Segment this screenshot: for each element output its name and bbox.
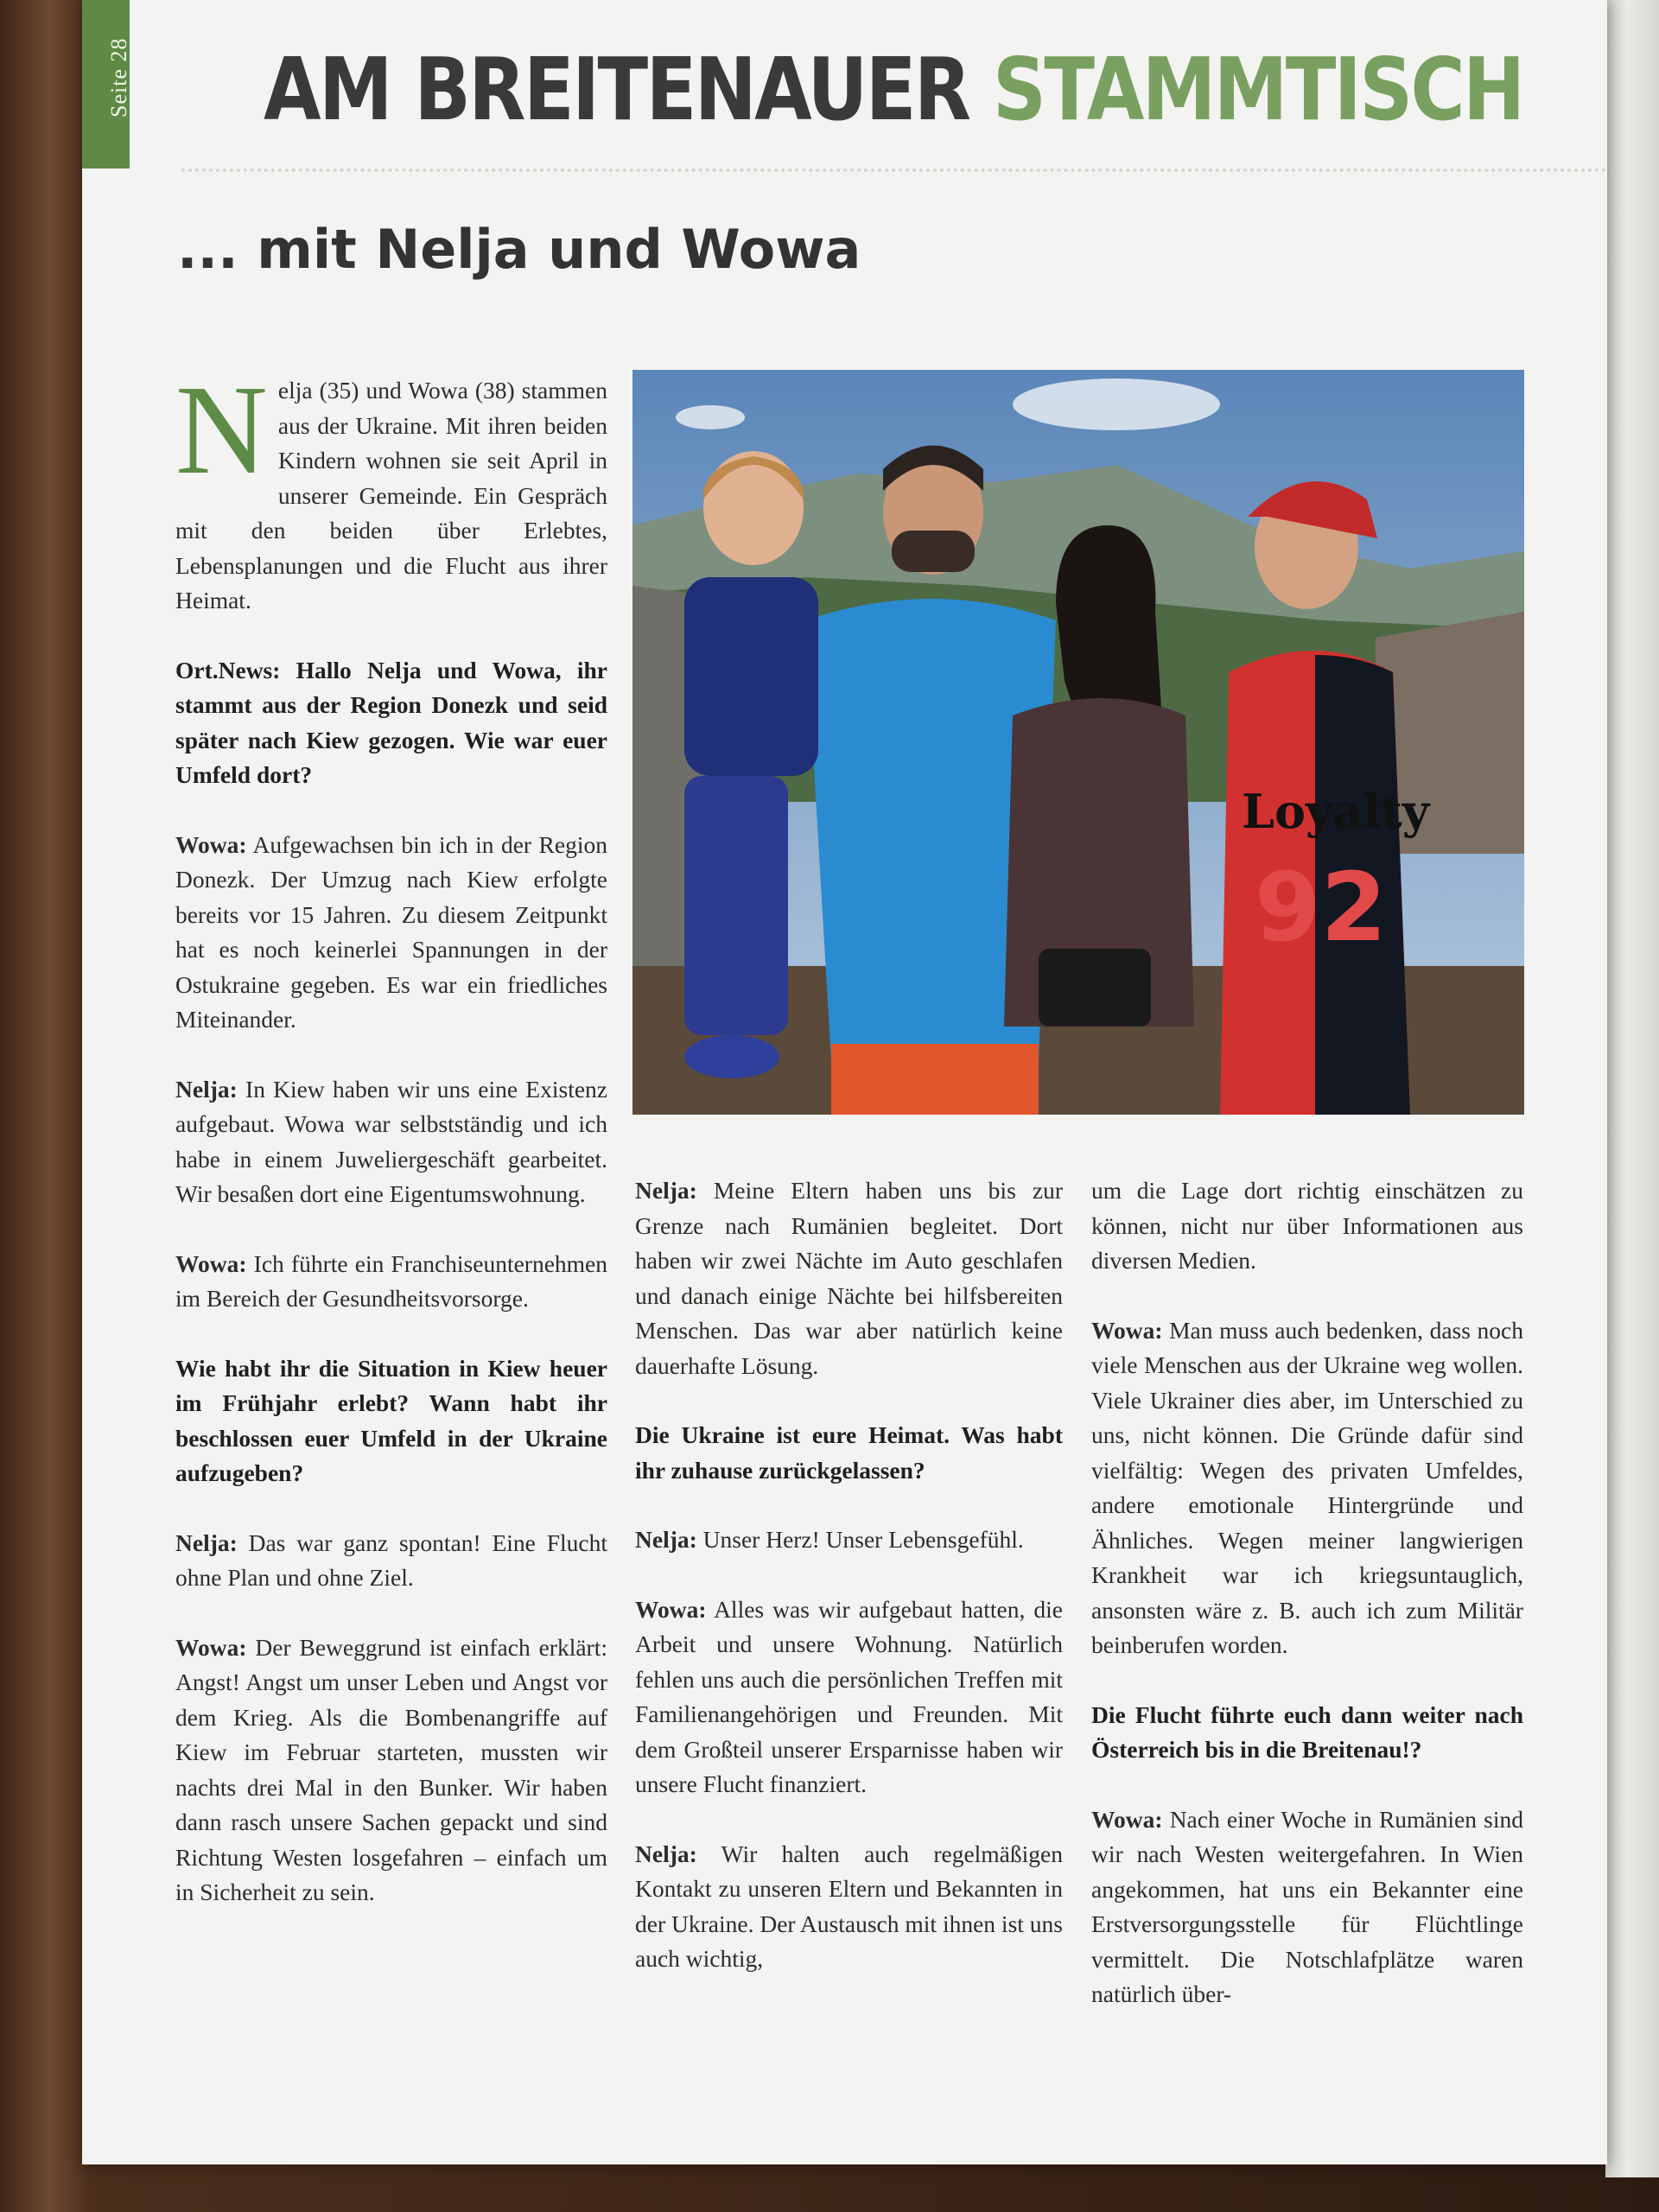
answer-text: In Kiew haben wir uns eine Existenz aufgebaut. Wowa war selbstständig und ich habe in einem Juweliergeschäft gearbeitet. Wir besaßen dort eine Eigentumswohnung. xyxy=(175,1075,607,1207)
speaker-label: Wowa: xyxy=(635,1595,707,1623)
speaker-label: Wowa: xyxy=(1091,1805,1163,1833)
section-title-part1: AM BREITENAUER xyxy=(264,39,969,140)
interview-answer xyxy=(175,1630,607,1910)
interview-question xyxy=(175,1351,607,1491)
speaker-label: Wowa: xyxy=(1091,1316,1163,1344)
speaker-label: Nelja: xyxy=(635,1177,697,1204)
answer-text: um die Lage dort richtig einschätzen zu können, nicht nur über Informationen aus diversen Medien. xyxy=(1091,1177,1523,1274)
interview-answer xyxy=(635,1173,1063,1383)
answer-text: Wir halten auch regelmäßigen Kontakt zu unseren Eltern und Bekannten in der Ukraine. Der Austausch mit ihnen ist uns auch wichtig, xyxy=(635,1840,1063,1972)
interview-answer xyxy=(175,1247,607,1317)
cloud xyxy=(1013,378,1220,430)
next-page-edge xyxy=(1605,0,1659,2177)
speaker-label: Nelja: xyxy=(635,1526,697,1553)
question-text: Ort.News: Hallo Nelja und Wowa, ihr stammt aus der Region Donezk und seid später nach Kiew gezogen. Wie war euer Umfeld dort? xyxy=(175,656,607,788)
article-subtitle: ... mit Nelja und Wowa xyxy=(177,218,861,281)
answer-text: Man muss auch bedenken, dass noch viele Menschen aus der Ukraine weg wollen. Viele Ukrainer dies aber, im Unterschied zu uns, nicht können. Die Gründe dafür sind vielfältig: Wegen des privaten Umfeldes, andere emotionale Hintergründe und Ähnliches. Wegen meiner langwierigen Krankheit war ich kriegsuntauglich, ansonsten wäre z. B. auch ich zum Militär beinberufen worden. xyxy=(1091,1316,1524,1658)
question-text: Wie habt ihr die Situation in Kiew heuer im Frühjahr erlebt? Wann habt ihr beschlossen euer Umfeld in der Ukraine aufzugeben? xyxy=(175,1354,607,1486)
interview-answer xyxy=(635,1592,1063,1802)
interview-answer xyxy=(175,828,607,1038)
shirt-text: Loyalty xyxy=(1242,784,1430,839)
answer-text: Unser Herz! Unser Lebensgefühl. xyxy=(702,1526,1024,1553)
answer-text: Ich führte ein Franchiseunternehmen im Bereich der Gesundheitsvorsorge. xyxy=(175,1249,608,1312)
header-divider xyxy=(181,168,1607,172)
column-2 xyxy=(635,1173,1063,2012)
child-legs xyxy=(684,776,788,1035)
family-photo xyxy=(632,370,1524,1115)
answer-text: Nach einer Woche in Rumänien sind wir nach Westen weitergefahren. In Wien angekommen, hat uns ein Bekannter eine Erstversorgungsstelle für Flüchtlinge vermittelt. Die Notschlafplätze waren natürlich über- xyxy=(1091,1805,1524,2007)
question-text: Die Flucht führte euch dann weiter nach Österreich bis in die Breitenau!? xyxy=(1091,1700,1523,1763)
mother-bag xyxy=(1039,949,1151,1027)
interview-question xyxy=(635,1418,1063,1488)
interview-question xyxy=(1091,1698,1523,1768)
shirt-number: 92 xyxy=(1255,852,1388,963)
speaker-label: Wowa: xyxy=(175,1633,247,1661)
interview-answer xyxy=(1091,1313,1523,1663)
interview-answer xyxy=(175,1072,607,1212)
intro-text: elja (35) und Wowa (38) stammen aus der Ukraine. Mit ihren beiden Kindern wohnen sie seit April in unserer Gemeinde. Ein Gespräch mit den beiden über Erlebtes, Lebensplanungen und die Flucht aus ihrer Heimat. xyxy=(175,377,607,613)
speaker-label: Nelja: xyxy=(175,1075,238,1103)
interview-answer xyxy=(175,1526,607,1596)
answer-text: Alles was wir aufgebaut hatten, die Arbeit und unsere Wohnung. Natürlich fehlen uns auch die persönlichen Treffen mit Familienangehörigen und Freunden. Mit dem Großteil unserer Ersparnisse haben wir unsere Flucht finanziert. xyxy=(635,1595,1063,1797)
page-number-tab xyxy=(82,0,130,168)
answer-text: Der Beweggrund ist einfach erklärt: Angst! Angst um unser Leben und Angst vor dem Krieg. Als die Bombenangriffe auf Kiew im Februar starteten, mussten wir nachts drei Mal in den Bunker. Wir haben dann rasch unsere Sachen gepackt und sind Richtung Westen losgefahren – einfach um in Sicherheit zu sein. xyxy=(175,1633,607,1905)
interview-answer xyxy=(1091,1173,1523,1279)
column-3 xyxy=(1091,1173,1523,2047)
interview-answer xyxy=(635,1522,1063,1558)
intro-paragraph xyxy=(175,359,607,619)
speaker-label: Nelja: xyxy=(635,1840,697,1867)
answer-text: Meine Eltern haben uns bis zur Grenze nach Rumänien begleitet. Dort haben wir zwei Nächte im Auto geschlafen und danach einige Nächte bei hilfsbereiten Menschen. Das war aber natürlich keine dauerhafte Lösung. xyxy=(635,1177,1064,1379)
cloud xyxy=(676,405,745,429)
column-1 xyxy=(175,359,608,1945)
answer-text: Aufgewachsen bin ich in der Region Donezk. Der Umzug nach Kiew erfolgte bereits vor 15 Jahren. Zu diesem Zeitpunkt hat es noch keinerlei Spannungen in der Ostukraine gegeben. Es war ein friedliches Miteinander. xyxy=(175,830,608,1033)
magazine-page xyxy=(82,0,1607,2164)
child-shoe xyxy=(684,1035,779,1078)
father-beard xyxy=(892,531,975,572)
father-shorts xyxy=(831,1044,1039,1115)
interview-question xyxy=(175,653,607,793)
speaker-label: Wowa: xyxy=(175,1249,247,1277)
speaker-label: Wowa: xyxy=(175,830,247,858)
family-photo-illustration xyxy=(632,370,1524,1115)
child-head xyxy=(703,451,804,565)
section-title-part2: STAMMTISCH xyxy=(992,39,1523,140)
page-number: Seite 28 xyxy=(106,37,131,118)
interview-answer xyxy=(635,1837,1063,1977)
speaker-label: Nelja: xyxy=(175,1529,238,1556)
interview-answer xyxy=(1091,1802,1523,2012)
child-shirt xyxy=(684,577,818,776)
section-title xyxy=(264,39,1522,140)
question-text: Die Ukraine ist eure Heimat. Was habt ihr zuhause zurückgelassen? xyxy=(635,1421,1063,1484)
dropcap: N xyxy=(175,359,268,501)
answer-text: Das war ganz spontan! Eine Flucht ohne Plan und ohne Ziel. xyxy=(175,1529,607,1591)
